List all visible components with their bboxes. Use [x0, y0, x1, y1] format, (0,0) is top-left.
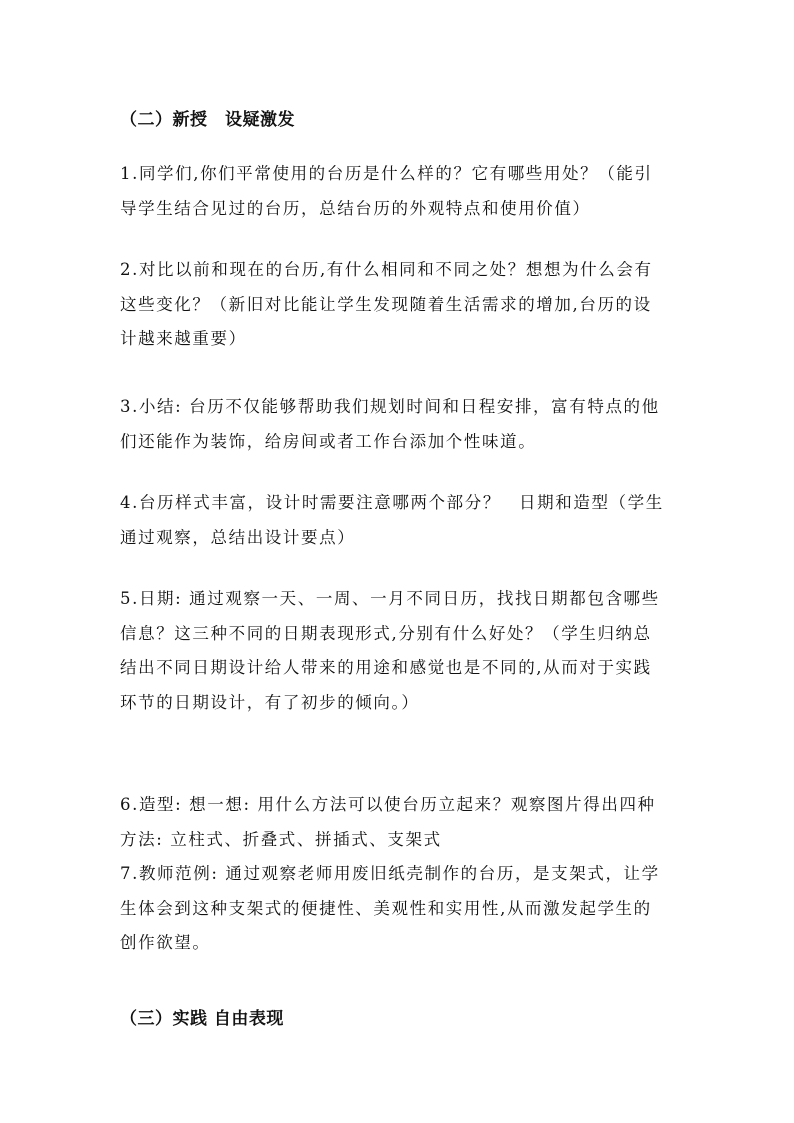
paragraph-line: 信息？这三种不同的日期表现形式,分别有什么好处？（学生归纳总: [120, 623, 652, 643]
paragraph-line: 6.造型: 想一想: 用什么方法可以使台历立起来？观察图片得出四种: [120, 795, 656, 814]
paragraph-line: 通过观察，总结出设计要点）: [120, 527, 356, 547]
paragraph-4: [120, 486, 680, 555]
paragraph-2: [120, 253, 680, 357]
paragraph-line: 们还能作为装饰，给房间或者工作台添加个性味道。: [120, 431, 537, 451]
paragraph-line: 7.教师范例: 通过观察老师用废旧纸壳制作的台历，是支架式，让学: [120, 864, 660, 883]
paragraph-line: 方法: 立柱式、折叠式、拼插式、支架式: [120, 829, 442, 849]
paragraph-line: 4.台历样式丰富，设计时需要注意哪两个部分？ 日期和造型（学生: [120, 493, 664, 512]
paragraph-line: 这些变化？（新旧对比能让学生发现随着生活需求的增加,台历的设: [120, 294, 652, 314]
paragraph-line: 结出不同日期设计给人带来的用途和感觉也是不同的,从而对于实践: [120, 658, 652, 677]
paragraph-line: 3.小结: 台历不仅能够帮助我们规划时间和日程安排，富有特点的他: [120, 397, 660, 416]
section-heading-3: （三）实践 自由表现: [120, 1009, 284, 1029]
paragraph-7: [120, 857, 680, 961]
paragraph-3: [120, 390, 680, 459]
paragraph-line: 环节的日期设计，有了初步的倾向。）: [120, 692, 420, 712]
paragraph-line: 导学生结合见过的台历，总结台历的外观特点和使用价值）: [120, 198, 591, 218]
paragraph-1: [120, 157, 680, 226]
paragraph-line: 生体会到这种支架式的便捷性、美观性和实用性,从而激发起学生的: [120, 898, 652, 918]
paragraph-line: 5.日期: 通过观察一天、一周、一月不同日历，找找日期都包含哪些: [120, 589, 660, 608]
paragraph-5: [120, 582, 680, 720]
paragraph-line: 1.同学们,你们平常使用的台历是什么样的？它有哪些用处？（能引: [120, 164, 653, 183]
paragraph-line: 创作欲望。: [120, 933, 211, 952]
paragraph-line: 2.对比以前和现在的台历,有什么相同和不同之处？想想为什么会有: [120, 260, 653, 279]
paragraph-6: [120, 788, 680, 857]
paragraph-line: 计越来越重要）: [120, 329, 247, 348]
section-heading-2: （二）新授 设疑激发: [120, 110, 295, 130]
